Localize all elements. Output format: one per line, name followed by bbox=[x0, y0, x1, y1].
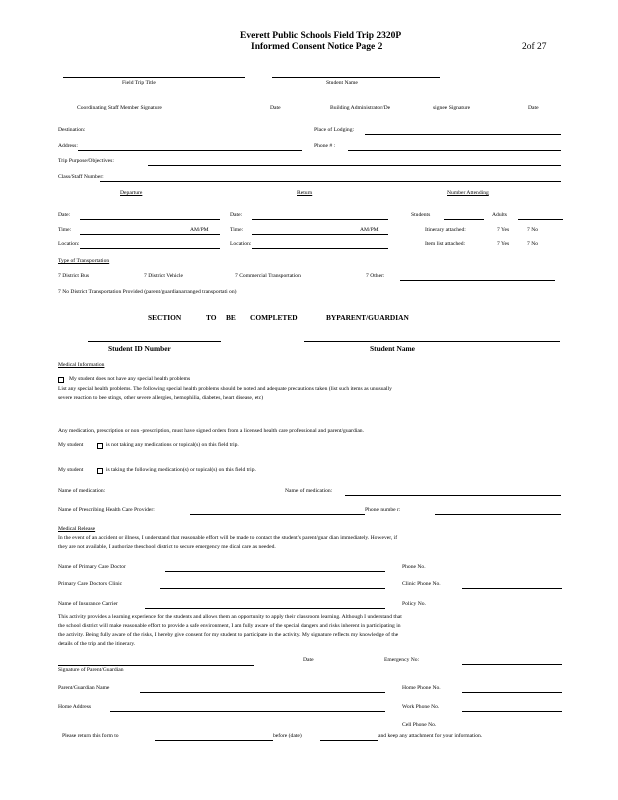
trip-purpose-line[interactable] bbox=[148, 165, 561, 166]
coordinating-signature-label: Coordinating Staff Member Signature bbox=[77, 105, 162, 111]
destination-label: Destination: bbox=[58, 127, 86, 133]
policy-number-label: Policy No. bbox=[402, 601, 426, 607]
student-id-label: Student ID Number bbox=[108, 344, 171, 353]
cell-phone-label: Cell Phone No. bbox=[402, 722, 437, 728]
return-to-line[interactable] bbox=[155, 740, 273, 741]
form-title-line1: Everett Public Schools Field Trip 2320P bbox=[240, 31, 402, 41]
activity-consent-text-4: details of the trip and the itinerary. bbox=[58, 641, 136, 647]
section-heading-word5: BYPARENT/GUARDIAN bbox=[326, 313, 409, 322]
item-list-attached-label: Item list attached: bbox=[425, 241, 466, 247]
departure-date-line[interactable] bbox=[80, 219, 220, 220]
section-heading-word3: BE bbox=[226, 313, 236, 322]
parent-name-line[interactable] bbox=[140, 692, 385, 693]
work-phone-label: Work Phone No. bbox=[402, 704, 440, 710]
parent-name-label: Parent/Guardian Name bbox=[58, 685, 110, 691]
section-heading-word1: SECTION bbox=[148, 313, 182, 322]
student-name-label: Student Name bbox=[326, 80, 358, 86]
departure-time-line[interactable] bbox=[80, 234, 220, 235]
parent-signature-label: Signature of Parent/Guardian bbox=[58, 667, 124, 673]
student-name-line[interactable] bbox=[272, 77, 440, 78]
class-staff-number-line[interactable] bbox=[100, 181, 561, 182]
prescriber-label: Name of Prescribing Health Care Provider: bbox=[58, 507, 155, 513]
return-location-line[interactable] bbox=[252, 248, 388, 249]
return-location-label: Location: bbox=[230, 241, 252, 247]
phone-label: Phone # : bbox=[314, 143, 336, 149]
section-heading-word4: COMPLETED bbox=[250, 313, 298, 322]
no-health-problems-checkbox[interactable] bbox=[58, 377, 64, 383]
not-taking-medication-label: is not taking any medications or topical(s) on this field trip. bbox=[106, 442, 239, 448]
transport-option-district-vehicle[interactable]: 7 District Vehicle bbox=[144, 273, 184, 279]
itinerary-no-option[interactable]: 7 No bbox=[527, 227, 539, 233]
address-label: Address: bbox=[58, 143, 78, 149]
student-name-line-2[interactable] bbox=[304, 341, 560, 342]
medical-release-text-1: In the event of an accident or illness, I understand that reasonable effort will be made to contact the student's parent/guar dian immediately. However, if bbox=[58, 535, 398, 541]
place-of-lodging-label: Place of Lodging: bbox=[314, 127, 355, 133]
class-staff-number-label: Class/Staff Number: bbox=[58, 174, 104, 180]
my-student-label-1: My student bbox=[58, 442, 84, 448]
departure-ampm: AM/PM bbox=[190, 227, 209, 233]
medical-release-heading: Medical Release bbox=[58, 526, 96, 532]
medication-orders-note: Any medication, prescription or non -prescription, must have signed orders from a licensed health care professional and parent/guardian. bbox=[58, 428, 365, 434]
date-label-2: Date bbox=[528, 105, 539, 111]
date-label-1: Date bbox=[270, 105, 281, 111]
return-date-line[interactable] bbox=[252, 219, 388, 220]
return-date-label: Date: bbox=[230, 212, 243, 218]
no-health-problems-label: My student does not have any special health problems bbox=[69, 376, 191, 382]
activity-consent-text-2: the school district will make reasonable effort to provide a safe environment, I am fully aware of the special dangers and risks inherent in participating in bbox=[58, 623, 401, 629]
return-date-line-2[interactable] bbox=[320, 740, 378, 741]
medical-information-heading: Medical Information bbox=[58, 362, 105, 368]
my-student-label-2: My student bbox=[58, 467, 84, 473]
not-taking-medication-checkbox[interactable] bbox=[97, 443, 103, 449]
emergency-number-line[interactable] bbox=[462, 664, 562, 665]
address-line[interactable] bbox=[78, 150, 302, 151]
taking-medication-checkbox[interactable] bbox=[97, 468, 103, 474]
return-form-instructions-a: Please return this form to bbox=[62, 733, 119, 739]
item-list-yes-option[interactable]: 7 Yes bbox=[497, 241, 510, 247]
home-address-line[interactable] bbox=[110, 711, 385, 712]
return-time-line[interactable] bbox=[252, 234, 388, 235]
field-trip-title-label: Field Trip Title bbox=[122, 80, 156, 86]
student-id-line[interactable] bbox=[88, 341, 221, 342]
transport-option-commercial[interactable]: 7 Commercial Transportation bbox=[235, 273, 301, 279]
page-number: 2of 27 bbox=[522, 42, 547, 52]
return-before-date-label: before (date) bbox=[273, 733, 302, 739]
item-list-no-option[interactable]: 7 No bbox=[527, 241, 539, 247]
prescriber-phone-label: Phone numbe r: bbox=[365, 507, 401, 513]
departure-time-label: Time: bbox=[58, 227, 72, 233]
departure-date-label: Date: bbox=[58, 212, 71, 218]
departure-location-line[interactable] bbox=[80, 248, 220, 249]
home-phone-label: Home Phone No. bbox=[402, 685, 441, 691]
emergency-number-label: Emergency No: bbox=[384, 657, 420, 663]
insurance-carrier-label: Name of Insurance Carrier bbox=[58, 601, 118, 607]
transport-option-district-bus[interactable]: 7 District Bus bbox=[58, 273, 90, 279]
students-label: Students bbox=[411, 212, 431, 218]
itinerary-yes-option[interactable]: 7 Yes bbox=[497, 227, 510, 233]
clinic-phone-line[interactable] bbox=[462, 588, 562, 589]
primary-doctor-label: Name of Primary Care Doctor bbox=[58, 564, 126, 570]
activity-consent-text-3: the activity. Being fully aware of the risks, I hereby give consent for my student to participate in the activity. My signature reflects my knowledge of the bbox=[58, 632, 399, 638]
signature-date-label: Date bbox=[303, 657, 314, 663]
return-heading: Return bbox=[297, 190, 313, 196]
transportation-type-heading: Type of Transportation bbox=[58, 258, 110, 264]
primary-doctor-line[interactable] bbox=[165, 571, 385, 572]
form-title-line2: Informed Consent Notice Page 2 bbox=[251, 42, 383, 52]
parent-signature-line[interactable] bbox=[58, 665, 254, 666]
doctor-phone-label: Phone No. bbox=[402, 564, 426, 570]
section-heading-word2: TO bbox=[206, 313, 217, 322]
field-trip-title-line[interactable] bbox=[63, 77, 245, 78]
home-address-label: Home Address bbox=[58, 704, 92, 710]
taking-medication-label: is taking the following medication(s) or topical(s) on this field trip. bbox=[106, 467, 256, 473]
itinerary-attached-label: Itinerary attached: bbox=[425, 227, 466, 233]
medical-release-text-2: they are not available, I authorize theschool district to secure emergency me dical care as needed. bbox=[58, 544, 276, 550]
departure-location-label: Location: bbox=[58, 241, 80, 247]
transport-option-other[interactable]: 7 Other: bbox=[366, 273, 385, 279]
students-count-line[interactable] bbox=[444, 219, 484, 220]
designee-signature-label: signee Signature bbox=[433, 105, 471, 111]
adults-count-line[interactable] bbox=[518, 219, 563, 220]
health-problems-instructions-1: List any special health problems. The following special health problems should be noted and adequate precautions taken (list such items as unusually bbox=[58, 386, 392, 392]
return-ampm: AM/PM bbox=[360, 227, 379, 233]
trip-purpose-label: Trip Purpose/Objectives: bbox=[58, 158, 114, 164]
medication-name-label-2: Name of medication: bbox=[285, 488, 333, 494]
departure-heading: Departure bbox=[120, 190, 143, 196]
return-time-label: Time: bbox=[230, 227, 244, 233]
primary-clinic-line[interactable] bbox=[160, 588, 385, 589]
lodging-line[interactable] bbox=[365, 134, 561, 135]
medication-name-label-1: Name of medication: bbox=[58, 488, 106, 494]
medication-name-line-2[interactable] bbox=[345, 495, 561, 496]
transport-option-parent-arranged[interactable]: 7 No District Transportation Provided (parent/guardianarranged transportati on) bbox=[58, 289, 237, 295]
transport-other-line[interactable] bbox=[400, 280, 555, 281]
health-problems-instructions-2: severe reaction to bee stings, other severe allergies, hemophilia, diabetes, heart disease, etc) bbox=[58, 395, 264, 401]
prescriber-phone-line[interactable] bbox=[435, 514, 561, 515]
insurance-carrier-line[interactable] bbox=[145, 608, 385, 609]
building-admin-label: Building Administrator/De bbox=[330, 105, 391, 111]
return-form-instructions-b: and keep any attachment for your information. bbox=[378, 733, 483, 739]
activity-consent-text-1: This activity provides a learning experience for the students and allows them an opportunity to apply their classroom learning. Although I understand that bbox=[58, 614, 402, 620]
work-phone-line[interactable] bbox=[462, 711, 562, 712]
number-attending-heading: Number Attending bbox=[447, 190, 489, 196]
phone-line[interactable] bbox=[348, 150, 561, 151]
adults-label: Adults bbox=[492, 212, 507, 218]
clinic-phone-label: Clinic Phone No. bbox=[402, 581, 441, 587]
home-phone-line[interactable] bbox=[462, 692, 562, 693]
prescriber-line[interactable] bbox=[190, 514, 365, 515]
student-name-label-2: Student Name bbox=[370, 344, 415, 353]
primary-clinic-label: Primary Care Doctors Clinic bbox=[58, 581, 123, 587]
